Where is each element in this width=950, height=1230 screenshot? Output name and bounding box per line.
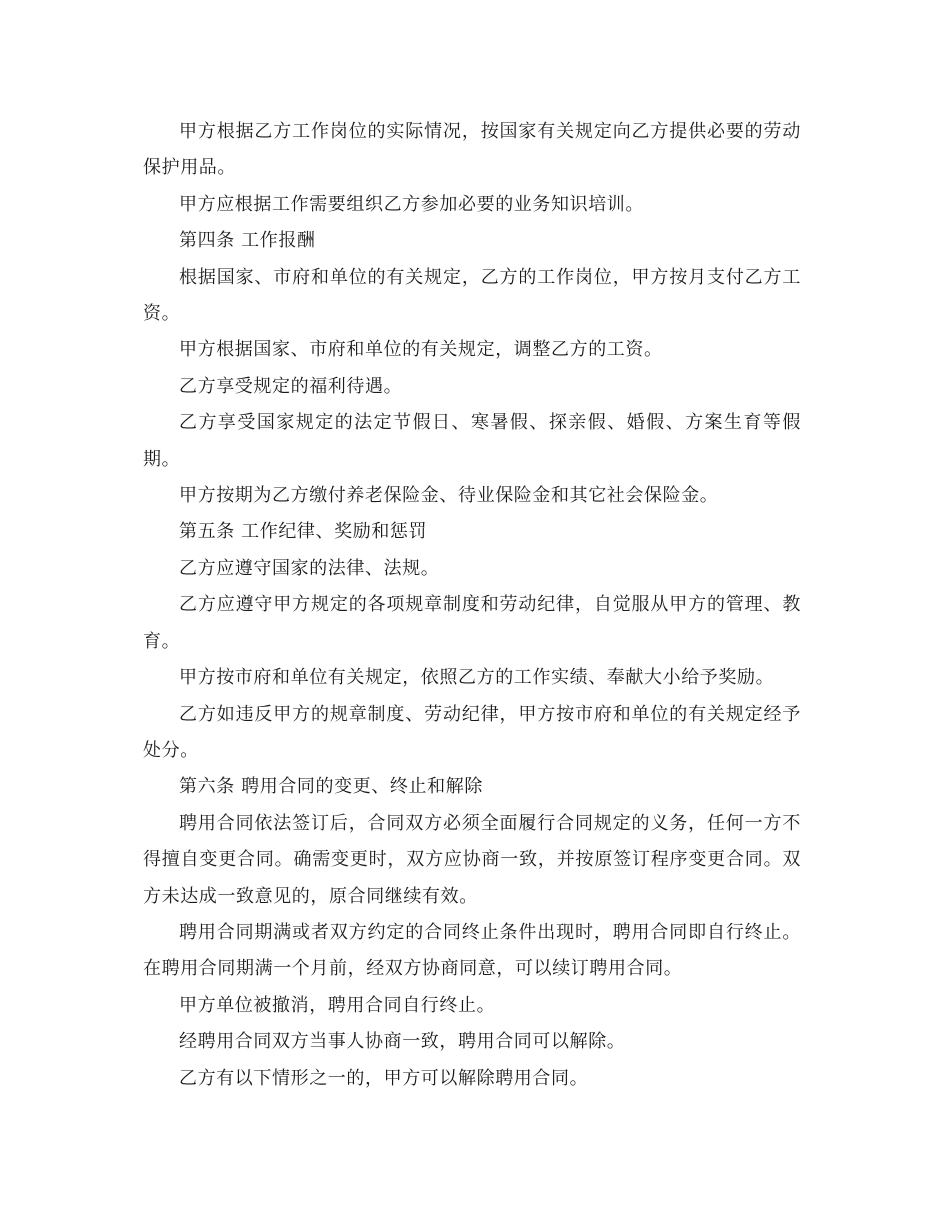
paragraph-welfare: 乙方享受规定的福利待遇。 xyxy=(179,375,403,397)
paragraph-contract-expiry: 聘用合同期满或者双方约定的合同终止条件出现时，聘用合同即自行终止。在聘用合同期满一个月前，经双方协商同意，可以续订聘用合同。 xyxy=(143,921,801,980)
paragraph-termination-conditions: 乙方有以下情形之一的，甲方可以解除聘用合同。 xyxy=(179,1067,589,1089)
section-heading-article-6: 第六条 聘用合同的变更、终止和解除 xyxy=(179,776,483,798)
paragraph-obey-rules: 乙方应遵守甲方规定的各项规章制度和劳动纪律，自觉服从甲方的管理、教育。 xyxy=(143,594,801,652)
paragraph-holidays: 乙方享受国家规定的法定节假日、寒暑假、探亲假、婚假、方案生育等假期。 xyxy=(143,412,801,470)
section-heading-article-4: 第四条 工作报酬 xyxy=(179,230,316,252)
paragraph-insurance: 甲方按期为乙方缴付养老保险金、待业保险金和其它社会保险金。 xyxy=(179,485,719,507)
paragraph-contract-change: 聘用合同依法签订后，合同双方必须全面履行合同规定的义务，任何一方不得擅自变更合同。确需变更时，双方应协商一致，并按原签订程序变更合同。双方未达成一致意见的，原合同继续有效。 xyxy=(143,812,801,907)
paragraph-punishment: 乙方如违反甲方的规章制度、劳动纪律，甲方按市府和单位的有关规定经予处分。 xyxy=(143,703,801,761)
paragraph-mutual-termination: 经聘用合同双方当事人协商一致，聘用合同可以解除。 xyxy=(179,1031,626,1053)
paragraph-rewards: 甲方按市府和单位有关规定，依照乙方的工作实绩、奉献大小给予奖励。 xyxy=(179,667,775,689)
document-body xyxy=(143,114,801,1097)
paragraph-labor-protection: 甲方根据乙方工作岗位的实际情况，按国家有关规定向乙方提供必要的劳动保护用品。 xyxy=(143,121,801,179)
paragraph-unit-revoked: 甲方单位被撤消，聘用合同自行终止。 xyxy=(179,994,496,1016)
section-heading-article-5: 第五条 工作纪律、奖励和惩罚 xyxy=(179,521,428,543)
paragraph-wage-adjustment: 甲方根据国家、市府和单位的有关规定，调整乙方的工资。 xyxy=(179,339,663,361)
paragraph-monthly-wage: 根据国家、市府和单位的有关规定，乙方的工作岗位，甲方按月支付乙方工资。 xyxy=(143,266,801,325)
paragraph-obey-laws: 乙方应遵守国家的法律、法规。 xyxy=(179,557,440,579)
paragraph-training: 甲方应根据工作需要组织乙方参加必要的业务知识培训。 xyxy=(179,193,644,215)
